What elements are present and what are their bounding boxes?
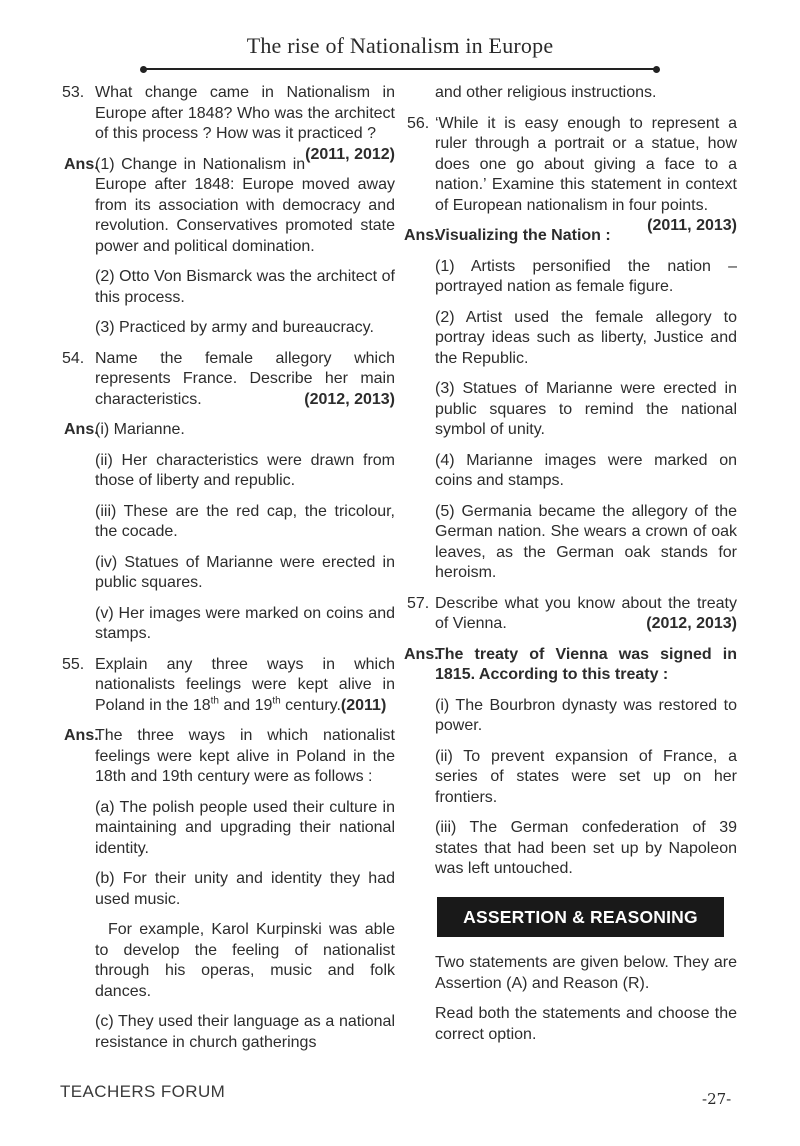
question-number: 56. xyxy=(407,114,430,132)
paragraph-block xyxy=(95,1012,395,1053)
paragraph-block xyxy=(435,257,737,298)
question-number: 54. xyxy=(62,349,85,367)
body-text: The treaty of Vienna was signed in 1815. According to this treaty : xyxy=(435,645,737,683)
question-block xyxy=(407,594,737,635)
paragraph-block xyxy=(435,379,737,441)
paragraph-block xyxy=(435,308,737,370)
paragraph-block xyxy=(435,818,737,880)
body-text: (iii) These are the red cap, the tricolour, the cocade. xyxy=(95,502,395,540)
ordinal-superscript: th xyxy=(210,695,219,707)
paragraph-block xyxy=(95,869,395,910)
paragraph-block xyxy=(435,451,737,492)
answer-block xyxy=(64,420,395,441)
body-text: (iii) The German confederation of 39 states that had been set up by Napoleon was left untouched. xyxy=(435,819,737,877)
answer-label: Ans. xyxy=(64,421,99,438)
body-text: (2) Artist used the female allegory to portray ideas such as liberty, Justice and the Republic. xyxy=(435,308,737,367)
body-text: (b) For their unity and identity they had used music. xyxy=(95,870,395,908)
body-text: (ii) To prevent expansion of France, a series of states were set up on her frontiers. xyxy=(435,747,737,806)
page-number: -27- xyxy=(702,1090,732,1108)
question-text: Describe what you know about the treaty of Vienna. (2012, 2013) xyxy=(435,594,737,635)
question-number: 55. xyxy=(62,655,85,673)
paragraph-block xyxy=(95,451,395,492)
question-text: ‘While it is easy enough to represent a ruler through a portrait or a statue, how does one go about giving a face to a nation.’ Examine this statement in context of European nationalism in four points. (2011, 2013) xyxy=(435,114,737,217)
body-text: Visualizing the Nation : xyxy=(435,227,611,244)
body-text: (1) Change in Nationalism in Europe after 1848: Europe moved away from its association with democracy and revolution. Conservatives promoted state power and political domination. xyxy=(95,155,395,255)
answer-label: Ans. xyxy=(404,645,439,663)
answer-block xyxy=(404,226,737,247)
paragraph-block xyxy=(435,747,737,809)
body-text: (3) Practiced by army and bureaucracy. xyxy=(95,319,374,336)
paragraph-block xyxy=(435,502,737,584)
answer-label: Ans. xyxy=(64,727,99,744)
divider-dot-right xyxy=(653,66,660,73)
body-text: (i) The Bourbron dynasty was restored to power. xyxy=(435,696,737,734)
paragraph-block xyxy=(435,953,737,994)
paragraph-block xyxy=(95,604,395,645)
answer-block xyxy=(64,726,395,788)
paragraph-block xyxy=(95,267,395,308)
exam-years: (2011, 2013) xyxy=(647,217,737,234)
paragraph-block xyxy=(435,1004,737,1045)
body-text: (c) They used their language as a national resistance in church gatherings xyxy=(95,1013,395,1051)
banner-title: ASSERTION & REASONING xyxy=(463,906,698,927)
paragraph-block xyxy=(435,83,737,104)
body-text: Read both the statements and choose the correct option. xyxy=(435,1005,737,1043)
answer-label: Ans. xyxy=(404,227,439,244)
body-text: (4) Marianne images were marked on coins and stamps. xyxy=(435,451,737,489)
question-text: Name the female allegory which represents France. Describe her main characteristics. (2012, 2013) xyxy=(95,349,395,411)
right-column xyxy=(404,83,737,1063)
assertion-reasoning-banner xyxy=(437,897,724,938)
question-text: What change came in Nationalism in Europe after 1848? Who was the architect of this process ? How was it practiced ? (2011, 2012) xyxy=(95,83,395,145)
body-text: (5) Germania became the allegory of the German nation. She wears a crown of oak leaves, as the German oak stands for heroism. xyxy=(435,502,737,581)
exam-years: (2011) xyxy=(340,696,387,714)
paragraph-block xyxy=(95,553,395,594)
exam-years: (2012, 2013) xyxy=(646,615,737,632)
content-columns xyxy=(0,83,800,1063)
body-text: (3) Statues of Marianne were erected in public squares to remind the national symbol of unity. xyxy=(435,380,737,438)
divider-dot-left xyxy=(140,66,147,73)
question-number: 53. xyxy=(62,84,85,101)
body-text: The three ways in which nationalist feelings were kept alive in Poland in the 18th and 19th century were as follows : xyxy=(95,727,395,785)
question-block xyxy=(407,114,737,234)
body-text: (iv) Statues of Marianne were erected in public squares. xyxy=(95,553,395,591)
body-text: (v) Her images were marked on coins and stamps. xyxy=(95,604,395,642)
left-column xyxy=(62,83,395,1063)
exam-years: (2012, 2013) xyxy=(304,390,395,408)
body-text: (ii) Her characteristics were drawn from those of liberty and republic. xyxy=(95,451,395,489)
paragraph-block xyxy=(95,318,395,339)
answer-label: Ans. xyxy=(64,155,99,173)
answer-block xyxy=(404,645,737,686)
question-block xyxy=(62,655,395,717)
answer-block xyxy=(64,155,395,258)
body-text: (i) Marianne. xyxy=(95,421,185,438)
paragraph-block xyxy=(95,502,395,543)
body-text: (2) Otto Von Bismarck was the architect of this process. xyxy=(95,268,395,306)
page-header xyxy=(0,0,800,70)
body-text: Two statements are given below. They are Assertion (A) and Reason (R). xyxy=(435,954,737,992)
exam-years: (2011, 2012) xyxy=(305,145,395,163)
body-text: and other religious instructions. xyxy=(435,84,657,101)
paragraph-block xyxy=(435,696,737,737)
question-block xyxy=(62,83,395,163)
question-block xyxy=(62,349,395,411)
body-text: For example, Karol Kurpinski was able to develop the feeling of nationalist through his operas, music and folk dances. xyxy=(95,921,395,1000)
question-number: 57. xyxy=(407,594,430,612)
paragraph-block xyxy=(95,798,395,860)
paragraph-block xyxy=(95,920,395,1002)
question-text: Explain any three ways in which nationalists feelings were kept alive in Poland in the 18th and 19th century.(2011) xyxy=(95,655,395,714)
ordinal-superscript: th xyxy=(272,695,281,707)
title-divider xyxy=(142,68,658,70)
footer-brand: TEACHERS FORUM xyxy=(60,1082,226,1101)
body-text: (1) Artists personified the nation – portrayed nation as female figure. xyxy=(435,257,737,295)
body-text: (a) The polish people used their culture in maintaining and upgrading their national identity. xyxy=(95,798,395,857)
page-title: The rise of Nationalism in Europe xyxy=(246,33,554,58)
